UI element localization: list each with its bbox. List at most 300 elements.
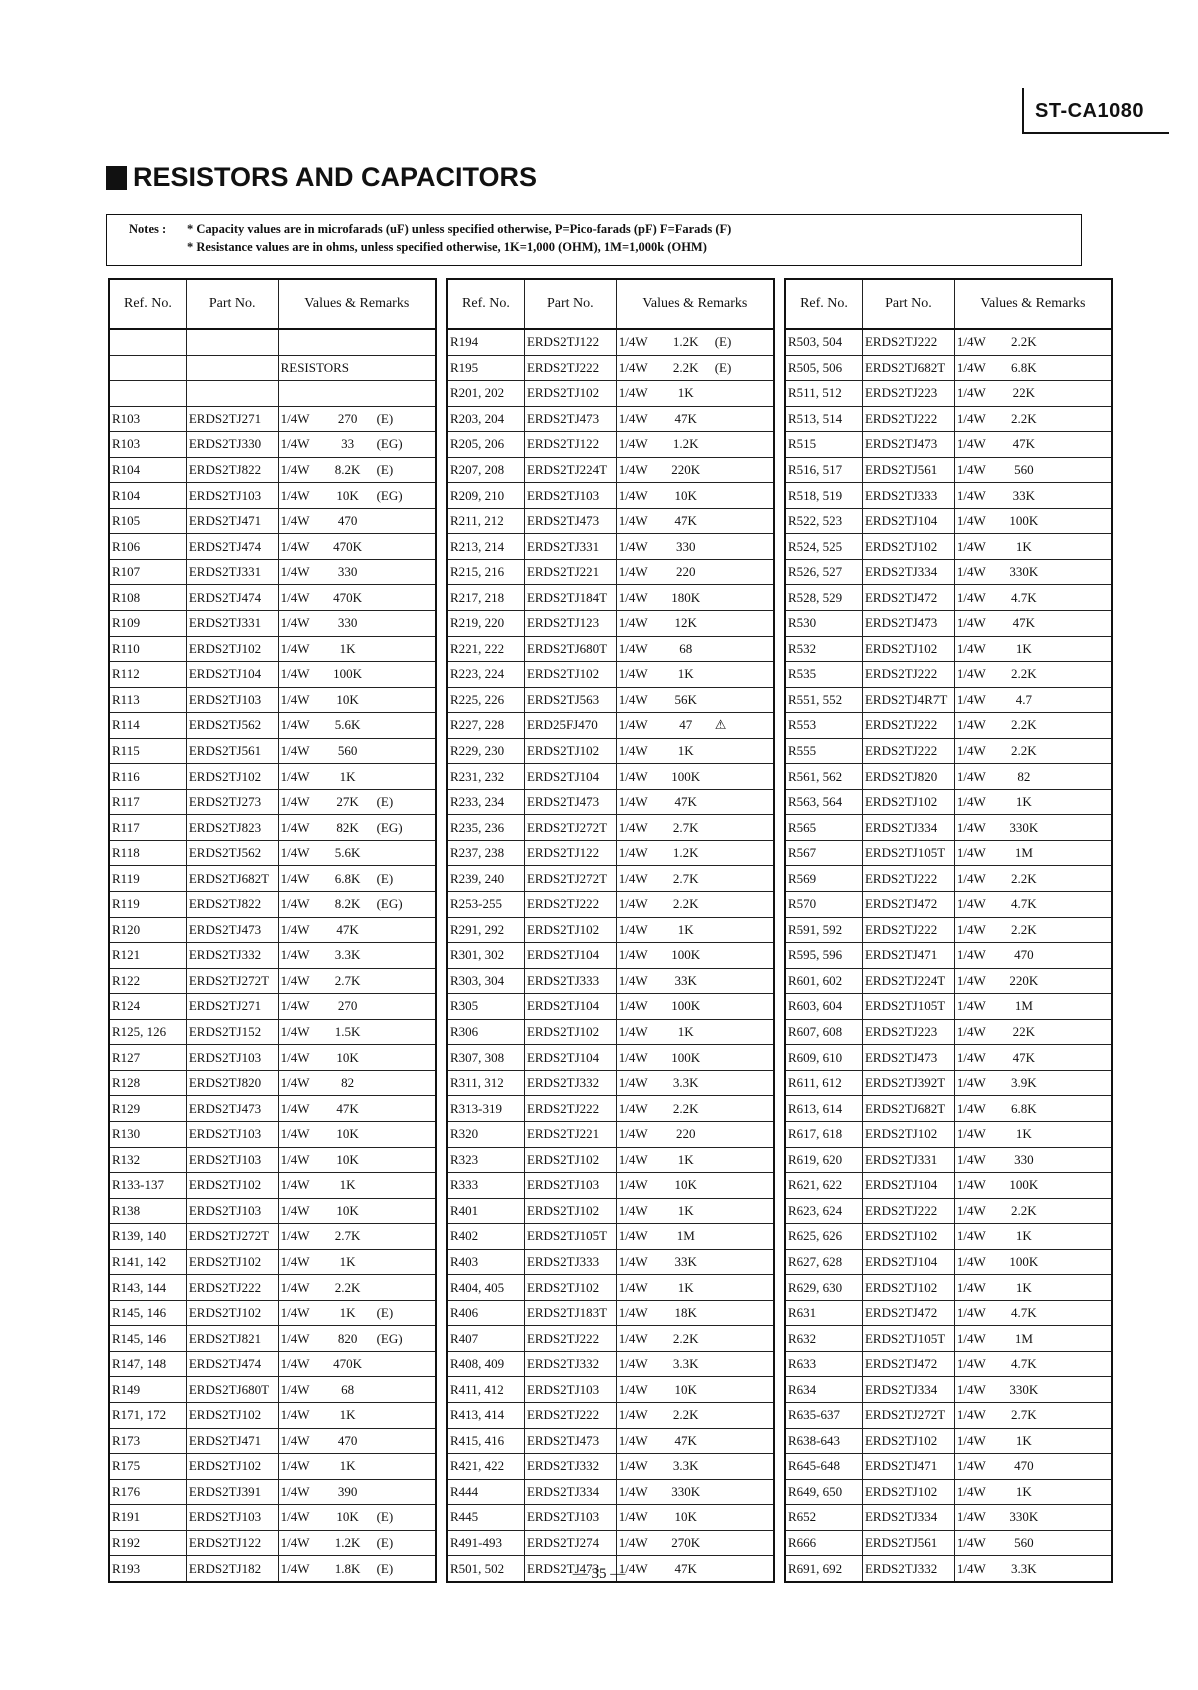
table-row bbox=[109, 611, 436, 637]
parts-table-col-1 bbox=[108, 278, 437, 1583]
safety-warning-icon: ⚠ bbox=[714, 717, 727, 733]
part-no-cell: ERDS2TJ104 bbox=[862, 1249, 954, 1275]
part-no-cell: ERDS2TJ680T bbox=[524, 636, 616, 662]
resistance-value: 10K bbox=[336, 487, 359, 503]
resistance-value: 1M bbox=[1014, 998, 1033, 1014]
values-remarks-cell bbox=[278, 1173, 436, 1199]
resistance-value: 470 bbox=[337, 513, 358, 529]
part-no-cell: ERDS2TJ474 bbox=[186, 585, 278, 611]
table-row bbox=[109, 1147, 436, 1173]
table-row bbox=[109, 1351, 436, 1377]
table-row bbox=[109, 994, 436, 1020]
ref-no-cell: R503, 504 bbox=[785, 329, 862, 355]
ref-no-cell: R139, 140 bbox=[109, 1224, 186, 1250]
power-rating: 1/4W bbox=[618, 1024, 648, 1040]
resistance-value: 330K bbox=[1009, 1381, 1039, 1397]
part-no-cell: ERDS2TJ102 bbox=[524, 662, 616, 688]
values-remarks-cell bbox=[616, 1530, 774, 1556]
values-remarks-cell bbox=[278, 866, 436, 892]
values-remarks-cell bbox=[954, 917, 1112, 943]
values-remarks-cell bbox=[616, 483, 774, 509]
power-rating: 1/4W bbox=[280, 1253, 310, 1269]
values-remarks-cell bbox=[954, 1275, 1112, 1301]
table-row bbox=[785, 917, 1112, 943]
power-rating: 1/4W bbox=[280, 794, 310, 810]
remark: (E) bbox=[714, 334, 732, 350]
resistance-value: 10K bbox=[674, 487, 697, 503]
table-row bbox=[109, 483, 436, 509]
ref-no-cell: R638-643 bbox=[785, 1428, 862, 1454]
part-no-cell: ERDS2TJ563 bbox=[524, 687, 616, 713]
power-rating: 1/4W bbox=[618, 1177, 648, 1193]
part-no-cell: ERDS2TJ102 bbox=[862, 789, 954, 815]
part-no-cell: ERDS2TJ561 bbox=[862, 457, 954, 483]
ref-no-cell: R530 bbox=[785, 611, 862, 637]
part-no-cell: ERDS2TJ103 bbox=[524, 483, 616, 509]
resistance-value: 1K bbox=[677, 1151, 694, 1167]
part-no-cell: ERDS2TJ473 bbox=[186, 1096, 278, 1122]
power-rating: 1/4W bbox=[956, 768, 986, 784]
ref-no-cell: R619, 620 bbox=[785, 1147, 862, 1173]
ref-no-cell: R555 bbox=[785, 738, 862, 764]
values-remarks-cell bbox=[616, 994, 774, 1020]
power-rating: 1/4W bbox=[618, 1049, 648, 1065]
ref-no-cell: R532 bbox=[785, 636, 862, 662]
resistance-value: 1K bbox=[677, 743, 694, 759]
remark: (E) bbox=[376, 410, 394, 426]
part-no-cell: ERDS2TJ473 bbox=[862, 432, 954, 458]
table-row bbox=[447, 508, 774, 534]
power-rating: 1/4W bbox=[956, 385, 986, 401]
power-rating: 1/4W bbox=[618, 1381, 648, 1397]
part-no-cell: ERDS2TJ103 bbox=[186, 687, 278, 713]
power-rating: 1/4W bbox=[280, 1151, 310, 1167]
resistance-value: 100K bbox=[671, 768, 701, 784]
resistance-value: 47K bbox=[674, 794, 697, 810]
resistance-value: 1.2K bbox=[334, 1534, 361, 1550]
ref-no-cell: R505, 506 bbox=[785, 355, 862, 381]
header-ref-no: Ref. No. bbox=[785, 279, 862, 329]
values-remarks-cell bbox=[954, 432, 1112, 458]
header-ref-no: Ref. No. bbox=[109, 279, 186, 329]
remark: (EG) bbox=[376, 896, 403, 912]
values-remarks-cell bbox=[616, 1479, 774, 1505]
table-row bbox=[447, 840, 774, 866]
power-rating: 1/4W bbox=[280, 819, 310, 835]
power-rating: 1/4W bbox=[280, 564, 310, 580]
part-no-cell: ERDS2TJ222 bbox=[862, 329, 954, 355]
resistance-value: 47K bbox=[336, 1100, 359, 1116]
values-remarks-cell bbox=[954, 738, 1112, 764]
remark: (EG) bbox=[376, 1330, 403, 1346]
part-no-cell: ERDS2TJ104 bbox=[524, 943, 616, 969]
values-remarks-cell bbox=[954, 534, 1112, 560]
part-no-cell: ERDS2TJ682T bbox=[186, 866, 278, 892]
resistance-value: 270K bbox=[671, 1534, 701, 1550]
part-no-cell: ERDS2TJ102 bbox=[524, 917, 616, 943]
part-no-cell: ERDS2TJ102 bbox=[862, 1121, 954, 1147]
resistance-value: 5.6K bbox=[334, 845, 361, 861]
parts-table-col-2 bbox=[446, 278, 775, 1583]
ref-no-cell: R603, 604 bbox=[785, 994, 862, 1020]
part-no-cell: ERDS2TJ333 bbox=[524, 1249, 616, 1275]
values-remarks-cell bbox=[616, 1505, 774, 1531]
ref-no-cell: R411, 412 bbox=[447, 1377, 524, 1403]
ref-no-cell: R145, 146 bbox=[109, 1300, 186, 1326]
part-no-cell: ERDS2TJ332 bbox=[524, 1070, 616, 1096]
power-rating: 1/4W bbox=[618, 1126, 648, 1142]
power-rating: 1/4W bbox=[956, 1407, 986, 1423]
table-row bbox=[447, 738, 774, 764]
values-remarks-cell bbox=[616, 355, 774, 381]
table-row bbox=[447, 713, 774, 739]
resistance-value: 1K bbox=[1015, 1279, 1032, 1295]
table-row bbox=[785, 1198, 1112, 1224]
values-remarks-cell bbox=[954, 355, 1112, 381]
resistance-value: 330K bbox=[1009, 564, 1039, 580]
ref-no-cell: R609, 610 bbox=[785, 1045, 862, 1071]
ref-no-cell: R516, 517 bbox=[785, 457, 862, 483]
values-remarks-cell bbox=[954, 943, 1112, 969]
ref-no-cell: R109 bbox=[109, 611, 186, 637]
resistance-value: 1K bbox=[677, 1279, 694, 1295]
values-remarks-cell bbox=[616, 662, 774, 688]
power-rating: 1/4W bbox=[956, 1534, 986, 1550]
power-rating: 1/4W bbox=[280, 1126, 310, 1142]
ref-no-cell: R526, 527 bbox=[785, 559, 862, 585]
resistance-value: 2.2K bbox=[1011, 870, 1037, 886]
resistance-value: 82 bbox=[341, 1075, 355, 1091]
table-row bbox=[447, 1402, 774, 1428]
part-no-cell: ERDS2TJ102 bbox=[862, 1275, 954, 1301]
part-no-cell: ERDS2TJ334 bbox=[862, 815, 954, 841]
resistance-value: 1.5K bbox=[334, 1024, 361, 1040]
values-remarks-cell bbox=[278, 840, 436, 866]
resistance-value: 1K bbox=[339, 1305, 356, 1321]
table-row bbox=[109, 866, 436, 892]
part-no-cell: ERDS2TJ223 bbox=[862, 1019, 954, 1045]
ref-no-cell: R408, 409 bbox=[447, 1351, 524, 1377]
power-rating: 1/4W bbox=[618, 870, 648, 886]
resistance-value: 4.7K bbox=[1011, 1356, 1037, 1372]
resistance-value: 100K bbox=[671, 1049, 701, 1065]
page-title bbox=[106, 162, 537, 193]
values-remarks-cell bbox=[616, 1402, 774, 1428]
values-remarks-cell bbox=[954, 840, 1112, 866]
table-row bbox=[109, 1428, 436, 1454]
table-row bbox=[109, 329, 436, 355]
table-row bbox=[109, 534, 436, 560]
values-remarks-cell bbox=[616, 892, 774, 918]
table-row bbox=[785, 764, 1112, 790]
table-row bbox=[109, 1275, 436, 1301]
table-row bbox=[109, 1224, 436, 1250]
ref-no-cell: R103 bbox=[109, 432, 186, 458]
resistance-value: 12K bbox=[674, 615, 697, 631]
values-remarks-cell bbox=[616, 1300, 774, 1326]
resistance-value: 180K bbox=[671, 589, 701, 605]
table-row bbox=[109, 406, 436, 432]
power-rating: 1/4W bbox=[956, 1075, 986, 1091]
part-no-cell: ERDS2TJ473 bbox=[862, 1045, 954, 1071]
values-remarks-cell bbox=[278, 1454, 436, 1480]
resistance-value: 1M bbox=[1014, 845, 1033, 861]
resistance-value: 470K bbox=[333, 589, 363, 605]
table-row bbox=[109, 1530, 436, 1556]
ref-no-cell: R666 bbox=[785, 1530, 862, 1556]
table-row bbox=[447, 687, 774, 713]
power-rating: 1/4W bbox=[618, 743, 648, 759]
values-remarks-cell bbox=[616, 789, 774, 815]
table-row bbox=[109, 636, 436, 662]
table-row bbox=[785, 1096, 1112, 1122]
resistance-value: 4.7K bbox=[1011, 1305, 1037, 1321]
ref-no-cell: R145, 146 bbox=[109, 1326, 186, 1352]
power-rating: 1/4W bbox=[280, 1458, 310, 1474]
table-row bbox=[109, 355, 436, 381]
values-remarks-cell bbox=[954, 329, 1112, 355]
part-no-cell: ERDS2TJ105T bbox=[524, 1224, 616, 1250]
values-remarks-cell bbox=[954, 687, 1112, 713]
power-rating: 1/4W bbox=[280, 845, 310, 861]
table-row bbox=[447, 764, 774, 790]
ref-no-cell: R528, 529 bbox=[785, 585, 862, 611]
part-no-cell: ERDS2TJ122 bbox=[524, 432, 616, 458]
resistance-value: 560 bbox=[1014, 1534, 1034, 1550]
table-row bbox=[447, 662, 774, 688]
power-rating: 1/4W bbox=[280, 870, 310, 886]
header-values-remarks: Values & Remarks bbox=[616, 279, 774, 329]
ref-no-cell: R621, 622 bbox=[785, 1173, 862, 1199]
resistance-value: 10K bbox=[674, 1509, 697, 1525]
resistance-value: 2.2K bbox=[1011, 410, 1037, 426]
resistance-value: 1K bbox=[339, 1407, 356, 1423]
parts-table-body bbox=[785, 329, 1112, 1582]
resistance-value: 330K bbox=[1009, 1509, 1039, 1525]
table-row bbox=[785, 1173, 1112, 1199]
part-no-cell: ERDS2TJ562 bbox=[186, 840, 278, 866]
part-no-cell: ERDS2TJ102 bbox=[186, 636, 278, 662]
values-remarks-cell bbox=[616, 1454, 774, 1480]
resistance-value: 1K bbox=[339, 1177, 356, 1193]
table-row bbox=[109, 1173, 436, 1199]
values-remarks-cell bbox=[278, 1428, 436, 1454]
ref-no-cell: R129 bbox=[109, 1096, 186, 1122]
ref-no-cell: R130 bbox=[109, 1121, 186, 1147]
part-no-cell: ERDS2TJ473 bbox=[524, 406, 616, 432]
part-no-cell: ERDS2TJ330 bbox=[186, 432, 278, 458]
power-rating: 1/4W bbox=[280, 589, 310, 605]
ref-no-cell: R401 bbox=[447, 1198, 524, 1224]
power-rating: 1/4W bbox=[956, 359, 986, 375]
power-rating: 1/4W bbox=[618, 1534, 648, 1550]
power-rating: 1/4W bbox=[956, 743, 986, 759]
resistance-value: 22K bbox=[1012, 1024, 1036, 1040]
part-no-cell: ERDS2TJ332 bbox=[524, 1351, 616, 1377]
values-remarks-cell bbox=[616, 1326, 774, 1352]
resistance-value: 10K bbox=[674, 1177, 697, 1193]
part-no-cell: ERDS2TJ221 bbox=[524, 559, 616, 585]
values-remarks-cell bbox=[954, 713, 1112, 739]
part-no-cell: ERDS2TJ331 bbox=[524, 534, 616, 560]
power-rating: 1/4W bbox=[618, 564, 648, 580]
values-remarks-cell bbox=[954, 892, 1112, 918]
resistance-value: 33K bbox=[674, 972, 697, 988]
values-remarks-cell bbox=[278, 381, 436, 407]
resistance-value: 47K bbox=[1012, 1049, 1036, 1065]
ref-no-cell: R105 bbox=[109, 508, 186, 534]
table-row bbox=[109, 840, 436, 866]
resistance-value: 5.6K bbox=[334, 717, 361, 733]
resistance-value: 10K bbox=[674, 1381, 697, 1397]
table-row bbox=[447, 994, 774, 1020]
ref-no-cell: R625, 626 bbox=[785, 1224, 862, 1250]
values-remarks-cell bbox=[954, 662, 1112, 688]
power-rating: 1/4W bbox=[618, 1407, 648, 1423]
table-row bbox=[109, 381, 436, 407]
ref-no-cell: R403 bbox=[447, 1249, 524, 1275]
table-row bbox=[447, 1351, 774, 1377]
resistance-value: 1K bbox=[339, 1253, 356, 1269]
power-rating: 1/4W bbox=[956, 1381, 986, 1397]
table-row bbox=[109, 1454, 436, 1480]
resistance-value: 470 bbox=[337, 1432, 358, 1448]
ref-no-cell: R205, 206 bbox=[447, 432, 524, 458]
ref-no-cell: R565 bbox=[785, 815, 862, 841]
values-remarks-cell bbox=[278, 406, 436, 432]
table-row bbox=[785, 1045, 1112, 1071]
part-no-cell: ERDS2TJ182 bbox=[186, 1556, 278, 1582]
part-no-cell: ERDS2TJ682T bbox=[862, 1096, 954, 1122]
table-row bbox=[109, 968, 436, 994]
table-row bbox=[785, 534, 1112, 560]
values-remarks-cell bbox=[616, 508, 774, 534]
part-no-cell: ERDS2TJ105T bbox=[862, 994, 954, 1020]
part-no-cell: ERDS2TJ680T bbox=[186, 1377, 278, 1403]
part-no-cell: ERDS2TJ102 bbox=[862, 534, 954, 560]
power-rating: 1/4W bbox=[280, 1305, 310, 1321]
resistance-value: 4.7K bbox=[1011, 896, 1037, 912]
values-remarks-cell bbox=[278, 1377, 436, 1403]
table-row bbox=[109, 1019, 436, 1045]
resistance-value: 10K bbox=[336, 1126, 359, 1142]
ref-no-cell: R632 bbox=[785, 1326, 862, 1352]
ref-no-cell: R107 bbox=[109, 559, 186, 585]
ref-no-cell: R149 bbox=[109, 1377, 186, 1403]
table-row bbox=[785, 1070, 1112, 1096]
resistance-value: 10K bbox=[336, 691, 359, 707]
values-remarks-cell bbox=[954, 1402, 1112, 1428]
table-row bbox=[109, 1300, 436, 1326]
ref-no-cell: R213, 214 bbox=[447, 534, 524, 560]
table-row bbox=[785, 1428, 1112, 1454]
table-row bbox=[447, 1428, 774, 1454]
power-rating: 1/4W bbox=[280, 538, 310, 554]
table-row bbox=[109, 687, 436, 713]
page-title-text: RESISTORS AND CAPACITORS bbox=[133, 162, 538, 192]
power-rating: 1/4W bbox=[618, 436, 648, 452]
table-row bbox=[447, 789, 774, 815]
table-row bbox=[109, 917, 436, 943]
ref-no-cell: R119 bbox=[109, 866, 186, 892]
values-remarks-cell bbox=[616, 1249, 774, 1275]
values-remarks-cell bbox=[616, 432, 774, 458]
part-no-cell: ERDS2TJ103 bbox=[524, 1173, 616, 1199]
table-row bbox=[447, 329, 774, 355]
part-no-cell: ERDS2TJ272T bbox=[524, 866, 616, 892]
values-remarks-cell bbox=[616, 738, 774, 764]
power-rating: 1/4W bbox=[956, 538, 986, 554]
ref-no-cell: R227, 228 bbox=[447, 713, 524, 739]
table-row bbox=[447, 559, 774, 585]
values-remarks-cell bbox=[616, 1377, 774, 1403]
values-remarks-cell bbox=[954, 1147, 1112, 1173]
ref-no-cell: R237, 238 bbox=[447, 840, 524, 866]
values-remarks-cell bbox=[954, 1428, 1112, 1454]
values-remarks-cell bbox=[278, 1249, 436, 1275]
table-row bbox=[785, 968, 1112, 994]
resistance-value: 2.7K bbox=[672, 819, 699, 835]
table-row bbox=[109, 892, 436, 918]
resistance-value: 3.3K bbox=[672, 1356, 699, 1372]
values-remarks-cell bbox=[954, 1173, 1112, 1199]
ref-no-cell: R623, 624 bbox=[785, 1198, 862, 1224]
table-row bbox=[109, 713, 436, 739]
power-rating: 1/4W bbox=[280, 743, 310, 759]
part-no-cell: ERDS2TJ223 bbox=[862, 381, 954, 407]
values-remarks-cell bbox=[278, 1147, 436, 1173]
values-remarks-cell bbox=[616, 1019, 774, 1045]
values-remarks-cell bbox=[616, 713, 774, 739]
part-no-cell: ERDS2TJ103 bbox=[186, 1045, 278, 1071]
power-rating: 1/4W bbox=[280, 1509, 310, 1525]
values-remarks-cell bbox=[278, 534, 436, 560]
part-no-cell: ERDS2TJ222 bbox=[862, 1198, 954, 1224]
header-part-no: Part No. bbox=[524, 279, 616, 329]
ref-no-cell: R313-319 bbox=[447, 1096, 524, 1122]
values-remarks-cell bbox=[616, 559, 774, 585]
resistance-value: 330 bbox=[337, 615, 358, 631]
part-no-cell: ERDS2TJ102 bbox=[524, 1198, 616, 1224]
values-remarks-cell bbox=[616, 636, 774, 662]
resistance-value: 330K bbox=[671, 1483, 701, 1499]
table-row bbox=[785, 687, 1112, 713]
values-remarks-cell bbox=[954, 559, 1112, 585]
ref-no-cell: R193 bbox=[109, 1556, 186, 1582]
table-row bbox=[447, 406, 774, 432]
table-row bbox=[109, 1377, 436, 1403]
remark: (E) bbox=[714, 359, 732, 375]
resistance-value: 2.7K bbox=[334, 1228, 361, 1244]
table-row bbox=[109, 1096, 436, 1122]
table-row bbox=[785, 1377, 1112, 1403]
power-rating: 1/4W bbox=[956, 1049, 986, 1065]
power-rating: 1/4W bbox=[618, 1432, 648, 1448]
power-rating: 1/4W bbox=[280, 436, 310, 452]
power-rating: 1/4W bbox=[956, 998, 986, 1014]
values-remarks-cell bbox=[278, 636, 436, 662]
resistance-value: 330K bbox=[1009, 819, 1039, 835]
power-rating: 1/4W bbox=[618, 589, 648, 605]
power-rating: 1/4W bbox=[956, 1202, 986, 1218]
power-rating: 1/4W bbox=[956, 436, 986, 452]
power-rating: 1/4W bbox=[618, 615, 648, 631]
table-row bbox=[785, 1147, 1112, 1173]
part-no-cell: ERDS2TJ334 bbox=[524, 1479, 616, 1505]
power-rating: 1/4W bbox=[618, 1279, 648, 1295]
resistance-value: 470K bbox=[333, 538, 363, 554]
part-no-cell: ERDS2TJ102 bbox=[524, 381, 616, 407]
